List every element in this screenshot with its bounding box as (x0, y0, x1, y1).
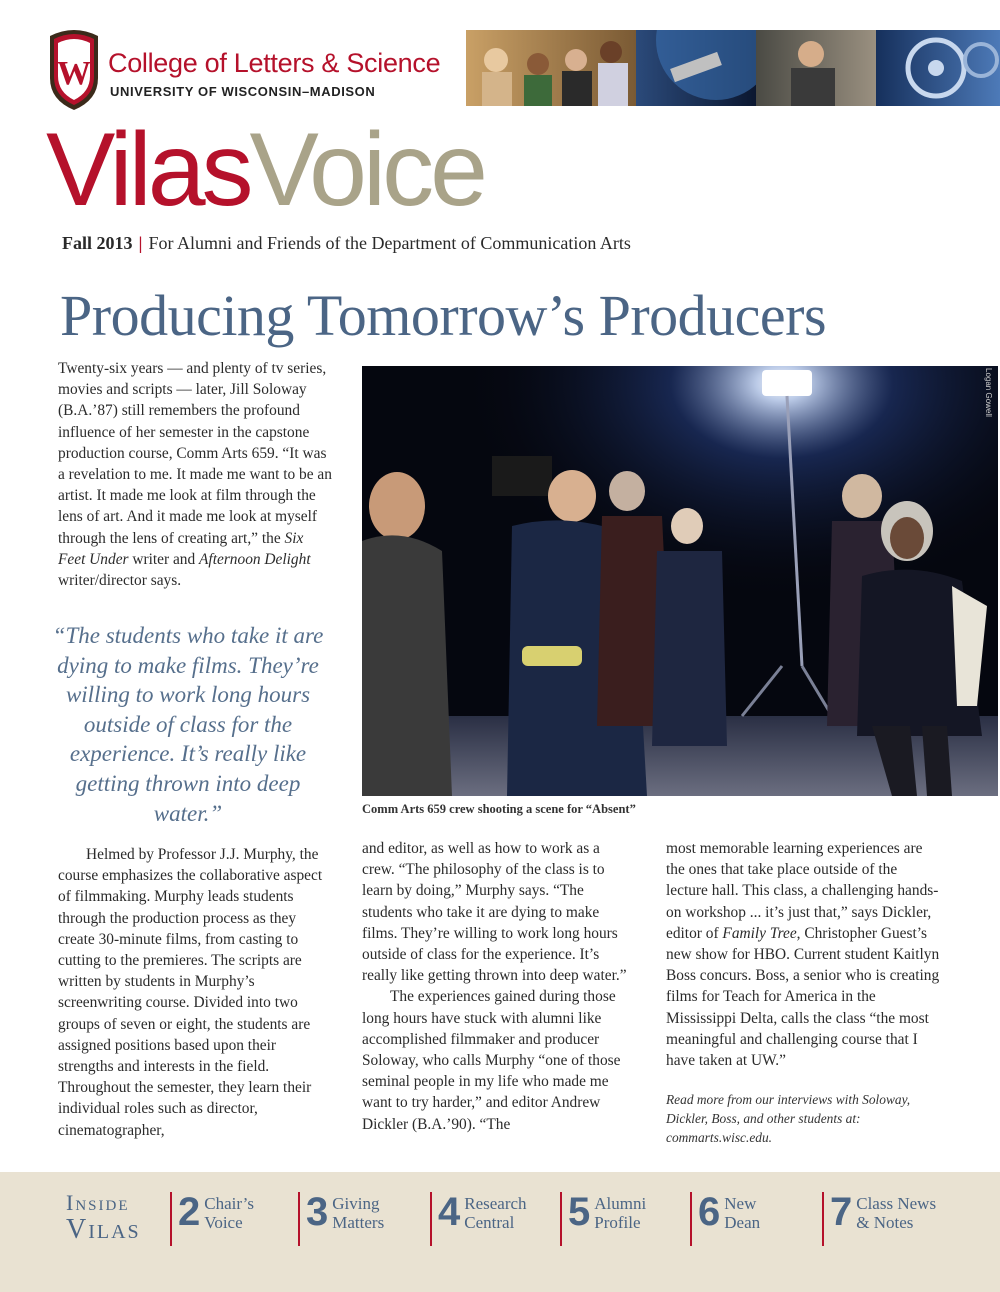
inside-title-line-2: Vilas (66, 1214, 141, 1245)
issue-separator: | (138, 233, 143, 253)
intro-paragraph (58, 358, 332, 591)
photo-caption: Comm Arts 659 crew shooting a scene for “Absent” (362, 802, 636, 816)
column-1-paragraph: Helmed by Professor J.J. Murphy, the course emphasizes the collaborative aspect of filmmaking. Murphy leads students through the production process as they create 30-minute films, from casting to cutting to the premieres. The scripts are written by students in Murphy’s screenwriting course. Divided into two groups of seven or eight, the students are assigned positions based upon their strengths and interests in the field. Throughout the semester, they learn their individual roles such as director, cinematographer, (58, 846, 323, 1139)
intro-show-2: Afternoon Delight (199, 550, 311, 568)
column-2-paragraph-1: and editor, as well as how to work as a crew. “The philosophy of the class is to learn by doing,” Murphy says. “The students who take it are dying to make films. They’re willing to work long hours outside of class for the experience. It’s really like getting thrown into deep water.” (362, 840, 627, 985)
toc-page-number: 2 (178, 1190, 201, 1234)
intro-text-c: writer/director says. (58, 572, 182, 590)
toc-page-number: 3 (306, 1190, 329, 1234)
pull-quote: “The students who take it are dying to make films. They’re willing to work long hours outside of class for the experience. It’s really like getting thrown into deep water.” (52, 623, 324, 826)
toc-label: New Dean (724, 1194, 761, 1232)
university-name: UNIVERSITY OF WISCONSIN–MADISON (110, 84, 376, 99)
read-more-note: Read more from our interviews with Soloway, Dickler, Boss, and other students at: commarts.wisc.edu. (666, 1092, 911, 1145)
toc-divider (560, 1192, 562, 1246)
film-crew-photo (362, 366, 998, 796)
header-photo-strip (466, 30, 1000, 106)
toc-divider (298, 1192, 300, 1246)
issue-season: Fall 2013 (62, 233, 133, 253)
masthead-voice: Voice (249, 112, 484, 228)
uw-crest-logo (46, 26, 102, 112)
photo-credit: Logan Gowell (984, 368, 993, 417)
masthead (46, 112, 484, 228)
toc-label: Class News & Notes (856, 1194, 937, 1232)
toc-item-class-news[interactable] (822, 1192, 936, 1250)
masthead-vilas: Vilas (46, 112, 250, 228)
article-column-2 (362, 838, 634, 1135)
toc-page-number: 6 (698, 1190, 721, 1234)
article-column-1 (58, 844, 334, 1141)
toc-item-chairs-voice[interactable] (170, 1192, 254, 1250)
toc-page-number: 4 (438, 1190, 461, 1234)
toc-divider (170, 1192, 172, 1246)
college-name: College of Letters & Science (108, 48, 441, 78)
crest-letter: W (57, 55, 91, 92)
toc-divider (430, 1192, 432, 1246)
toc-page-number: 5 (568, 1190, 591, 1234)
toc-label: Alumni Profile (594, 1194, 647, 1232)
toc-label: Giving Matters (332, 1194, 385, 1232)
toc-label: Research Central (464, 1194, 527, 1232)
intro-text-b: writer and (128, 550, 200, 568)
article-headline: Producing Tomorrow’s Producers (60, 283, 827, 348)
toc-item-giving-matters[interactable] (298, 1192, 384, 1250)
column-3-text-a: most memorable learning experiences are the ones that take place outside of the lecture hall. This class, a challenging hands-on workshop ... it’s just that,” says Dickler, editor of (666, 840, 939, 942)
toc-label: Chair’s Voice (204, 1194, 254, 1232)
column-3-text-b: , Christopher Guest’s new show for HBO. Current student Kaitlyn Boss concurs. Boss, a senior who is creating films for Teach for America in the Mississippi Delta, calls the class “the most meaningful and challenging course that I have taken at UW.” (666, 924, 940, 1070)
toc-item-new-dean[interactable] (690, 1192, 760, 1250)
toc-page-number: 7 (830, 1190, 853, 1234)
column-3-show: Family Tree (722, 924, 797, 942)
issue-tagline: For Alumni and Friends of the Department of Communication Arts (148, 233, 631, 253)
article-column-3 (666, 838, 942, 1071)
intro-text-a: Twenty-six years — and plenty of tv series, movies and scripts — later, Jill Soloway (B.A.’87) still remembers the profound influence of her semester in the capstone production course, Comm Arts 659. “It was a revelation to me. It made me want to be an artist. It made me look at film through the lens of art. And it made me look at myself through the lens of creating art,” the (58, 360, 332, 547)
toc-divider (822, 1192, 824, 1246)
toc-item-alumni-profile[interactable] (560, 1192, 646, 1250)
inside-vilas-title (66, 1192, 141, 1244)
intro-show-1: Six Feet Under (58, 529, 304, 568)
inside-title-line-1: Inside (66, 1190, 130, 1215)
toc-item-research-central[interactable] (430, 1192, 527, 1250)
column-2-paragraph-2: The experiences gained during those long hours have stuck with alumni like accomplished filmmaker and producer Soloway, who calls Murphy “one of those seminal people in my life who made me want to try harder,” and editor Andrew Dickler (B.A.’90). “The (362, 988, 621, 1133)
issue-line (62, 233, 631, 254)
toc-divider (690, 1192, 692, 1246)
